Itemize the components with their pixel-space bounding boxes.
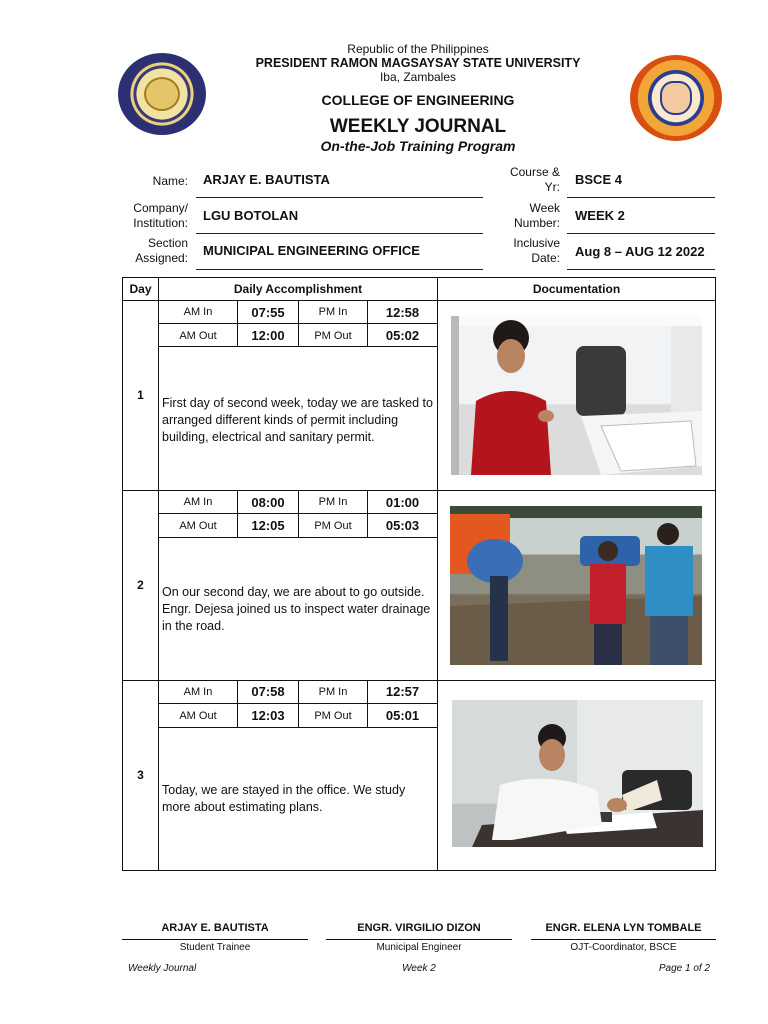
date-value: Aug 8 – AUG 12 2022 <box>575 244 705 259</box>
am-in-time: 07:55 <box>251 305 285 320</box>
week-value: WEEK 2 <box>575 208 625 223</box>
documentation-photo <box>450 506 702 665</box>
accomplishment-text: Today, we are stayed in the office. We study more about estimating plans. <box>162 783 406 814</box>
pm-out-label: PM Out <box>314 520 352 532</box>
footer-center: Week 2 <box>402 963 436 974</box>
header-day: Day <box>129 282 152 296</box>
am-out-label: AM Out <box>179 330 217 342</box>
am-out-label: AM Out <box>179 710 217 722</box>
college-engineering-seal-logo <box>630 55 722 141</box>
am-in-time: 08:00 <box>251 495 285 510</box>
pm-in-label: PM In <box>318 496 348 508</box>
am-in-time: 07:58 <box>251 684 285 699</box>
documentation-photo <box>452 700 703 847</box>
pm-in-label: PM In <box>318 306 348 318</box>
signature-name: ENGR. VIRGILIO DIZON <box>357 922 481 934</box>
am-out-time: 12:03 <box>251 708 285 723</box>
am-in-label: AM In <box>183 496 213 508</box>
college-name: COLLEGE OF ENGINEERING <box>321 92 515 108</box>
name-label: Name: <box>152 174 188 188</box>
footer-page-number: Page 1 of 2 <box>658 963 710 974</box>
pm-in-time: 01:00 <box>385 495 420 510</box>
signature-role: Student Trainee <box>179 942 251 953</box>
pm-in-label: PM In <box>318 686 348 698</box>
course-value: BSCE 4 <box>575 172 622 187</box>
pm-in-time: 12:58 <box>385 305 420 320</box>
am-out-time: 12:05 <box>251 518 285 533</box>
footer-left: Weekly Journal <box>128 963 197 974</box>
signature-role: OJT-Coordinator, BSCE <box>570 942 677 953</box>
day-number: 3 <box>137 768 144 782</box>
university-seal-logo <box>118 53 206 135</box>
header-documentation: Documentation <box>532 282 621 296</box>
course-label: Course & Yr: <box>509 165 560 194</box>
pm-out-time: 05:03 <box>385 518 420 533</box>
am-out-time: 12:00 <box>251 328 285 343</box>
documentation-photo <box>451 316 702 475</box>
accomplishment-text: First day of second week, today we are tasked to arranged different kinds of permit including building, electrical and sanitary permit. <box>162 396 433 444</box>
am-out-label: AM Out <box>179 520 217 532</box>
pm-in-time: 12:57 <box>385 684 420 699</box>
company-label: Company/ Institution: <box>133 201 188 230</box>
date-label: Inclusive Date: <box>513 236 560 265</box>
name-value: ARJAY E. BAUTISTA <box>203 172 330 187</box>
page-subtitle: On-the-Job Training Program <box>320 138 516 154</box>
section-label: Section Assigned: <box>135 236 188 265</box>
company-value: LGU BOTOLAN <box>203 208 299 223</box>
section-value: MUNICIPAL ENGINEERING OFFICE <box>203 243 420 258</box>
day-number: 1 <box>137 388 144 402</box>
am-in-label: AM In <box>183 686 213 698</box>
university-name: PRESIDENT RAMON MAGSAYSAY STATE UNIVERSITY <box>255 56 581 70</box>
location-text: Iba, Zambales <box>379 70 457 84</box>
pm-out-label: PM Out <box>314 710 352 722</box>
signature-role: Municipal Engineer <box>376 942 462 953</box>
am-in-label: AM In <box>183 306 213 318</box>
pm-out-time: 05:01 <box>385 708 420 723</box>
week-label: Week Number: <box>513 201 560 230</box>
header-accomplishment: Daily Accomplishment <box>233 282 363 296</box>
accomplishment-text: On our second day, we are about to go outside. Engr. Dejesa joined us to inspect water drainage in the road. <box>162 585 431 633</box>
republic-text: Republic of the Philippines <box>347 42 489 56</box>
pm-out-time: 05:02 <box>385 328 420 343</box>
signature-name: ARJAY E. BAUTISTA <box>161 922 269 934</box>
page-title: WEEKLY JOURNAL <box>329 116 507 137</box>
day-number: 2 <box>137 578 144 592</box>
signature-name: ENGR. ELENA LYN TOMBALE <box>545 922 702 934</box>
pm-out-label: PM Out <box>314 330 352 342</box>
